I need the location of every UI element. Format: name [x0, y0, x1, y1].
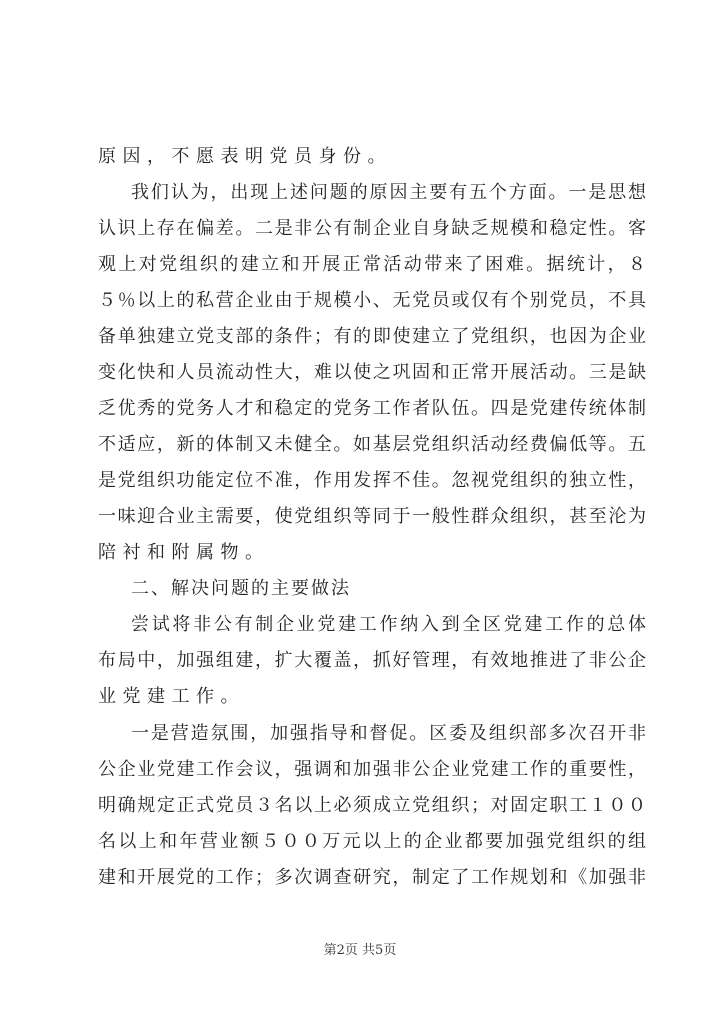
text-line: 一是营造氛围，加强指导和督促。区委及组织部多次召开非 [131, 723, 646, 744]
text-line: 公企业党建工作会议，强调和加强非公企业党建工作的重要性， [98, 759, 646, 780]
text-line: 建和开展党的工作；多次调查研究，制定了工作规划和《加强非 [98, 867, 646, 888]
text-line: 尝试将非公有制企业党建工作纳入到全区党建工作的总体 [131, 614, 646, 635]
text-line: 原因，不愿表明党员身份。 [98, 146, 392, 167]
text-line: 一味迎合业主需要，使党组织等同于一般性群众组织，甚至沦为 [98, 506, 646, 527]
text-line: 观上对党组织的建立和开展正常活动带来了困难。据统计，８ [98, 254, 646, 275]
section-heading: 二、解决问题的主要做法 [131, 578, 351, 599]
text-line: 变化快和人员流动性大，难以使之巩固和正常开展活动。三是缺 [98, 362, 646, 383]
text-line: 认识上存在偏差。二是非公有制企业自身缺乏规模和稳定性。客 [98, 218, 646, 239]
page-number: 第2页 共5页 [323, 943, 397, 958]
text-line: 名以上和年营业额５００万元以上的企业都要加强党组织的组 [98, 831, 646, 852]
text-line: 备单独建立党支部的条件；有的即使建立了党组织，也因为企业 [98, 326, 646, 347]
text-line: ５％以上的私营企业由于规模小、无党员或仅有个别党员，不具 [98, 290, 646, 311]
text-line: 不适应，新的体制又未健全。如基层党组织活动经费偏低等。五 [98, 434, 646, 455]
text-line: 乏优秀的党务人才和稳定的党务工作者队伍。四是党建传统体制 [98, 398, 646, 419]
text-line: 陪衬和附属物。 [98, 542, 270, 563]
text-line: 布局中，加强组建，扩大覆盖，抓好管理，有效地推进了非公企 [98, 650, 646, 671]
text-line: 明确规定正式党员３名以上必须成立党组织；对固定职工１００ [98, 795, 646, 816]
text-line: 业党建工作。 [98, 686, 245, 707]
text-line: 是党组织功能定位不准，作用发挥不佳。忽视党组织的独立性， [98, 470, 646, 491]
text-line: 我们认为，出现上述问题的原因主要有五个方面。一是思想 [131, 182, 646, 203]
